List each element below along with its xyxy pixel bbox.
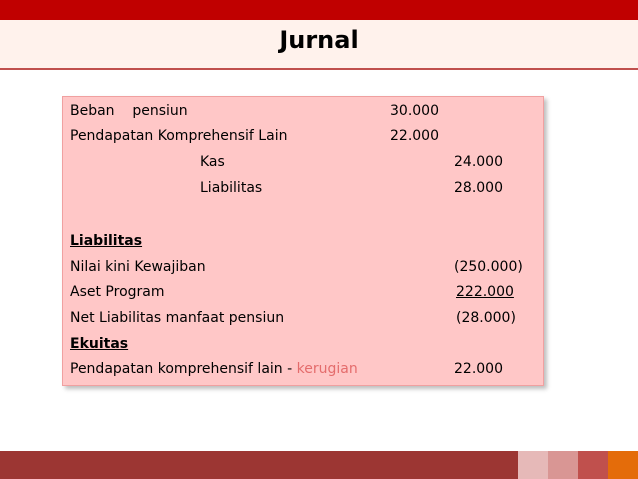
liabilitas-row-nilai-kini [63,259,543,283]
slide-title: Jurnal [279,26,359,54]
row-value: (250.000) [454,259,523,275]
journal-row-kas [63,154,543,178]
credit-value: 24.000 [454,154,503,170]
ekuitas-heading-row [63,336,543,360]
row-label [70,361,358,377]
journal-row-beban [63,103,543,127]
row-value: (28.000) [456,310,516,326]
row-label: Pendapatan Komprehensif Lain [70,128,288,144]
journal-row-liabilitas [63,180,543,204]
deco-square-1 [518,451,548,479]
liabilitas-heading-row [63,233,543,257]
top-accent-bar [0,0,638,20]
deco-square-4 [608,451,638,479]
ekuitas-row-pendapatan [63,361,543,385]
credit-value: 28.000 [454,180,503,196]
journal-box [62,96,544,386]
row-label-accent: kerugian [296,361,358,377]
liabilitas-heading: Liabilitas [70,233,143,249]
liabilitas-row-aset-program [63,284,543,308]
debit-value: 22.000 [390,128,439,144]
row-label: Nilai kini Kewajiban [70,259,206,275]
row-label: Liabilitas [200,180,263,196]
ekuitas-heading: Ekuitas [70,336,129,352]
journal-row-pendapatan [63,128,543,152]
row-label-text: Pendapatan komprehensif lain - [70,361,297,377]
row-label: Beban pensiun [70,103,188,119]
row-value: 222.000 [456,284,514,300]
row-label: Kas [200,154,225,170]
row-value: 22.000 [454,361,503,377]
deco-square-3 [578,451,608,479]
deco-square-2 [548,451,578,479]
row-label: Net Liabilitas manfaat pensiun [70,310,285,326]
row-label: Aset Program [70,284,165,300]
liabilitas-row-net [63,310,543,334]
debit-value: 30.000 [390,103,439,119]
